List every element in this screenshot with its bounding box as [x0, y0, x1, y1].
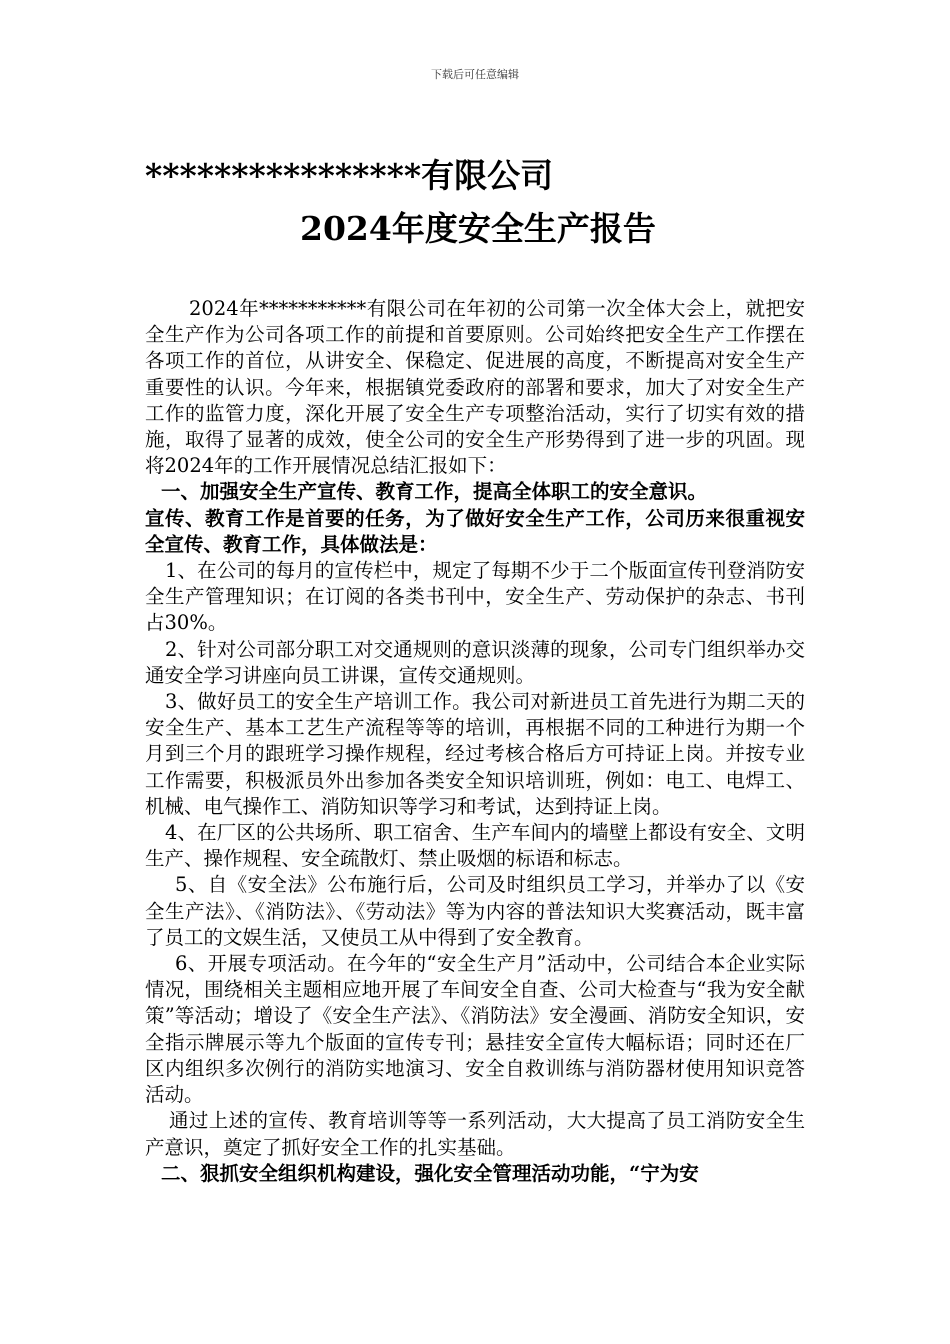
document-title-report: 2024年度安全生产报告	[300, 209, 656, 248]
paragraph-summary: 通过上述的宣传、教育培训等等一系列活动，大大提高了员工消防安全生产意识，奠定了抓好安全工作的扎实基础。	[145, 1109, 805, 1159]
paragraph-intro: 2024年***********有限公司在年初的公司第一次全体大会上，就把安全生产作为公司各项工作的前提和首要原则。公司始终把安全生产工作摆在各项工作的首位，从讲安全、保稳定、促进展的高度，不断提高对安全生产重要性的认识。今年来，根据镇党委政府的部署和要求，加大了对安全生产工作的监管力度，深化开展了安全生产专项整治活动，实行了切实有效的措施，取得了显著的成效，使全公司的安全生产形势得到了进一步的巩固。现将2024年的工作开展情况总结汇报如下：	[145, 297, 805, 478]
section-heading-2: 二、狠抓安全组织机构建设，强化安全管理活动功能，“宁为安	[161, 1161, 699, 1185]
page-header-note: 下载后可任意编辑	[431, 68, 519, 81]
list-item-6: 6、开展专项活动。在今年的“安全生产月”活动中，公司结合本企业实际情况，围绕相关主题相应地开展了车间安全自查、公司大检查与“我为安全献策”等活动；增设了《安全生产法》、《消防法》安全漫画、消防安全知识，安全指示牌展示等九个版面的宣传专刊；悬挂安全宣传大幅标语；同时还在厂区内组织多次例行的消防实地演习、安全自救训练与消防器材使用知识竞答活动。	[145, 952, 805, 1107]
list-item-3: 3、做好员工的安全生产培训工作。我公司对新进员工首先进行为期二天的安全生产、基本工艺生产流程等等的培训，再根据不同的工种进行为期一个月到三个月的跟班学习操作规程，经过考核合格后方可持证上岗。并按专业工作需要，积极派员外出参加各类安全知识培训班，例如：电工、电焊工、机械、电气操作工、消防知识等学习和考试，达到持证上岗。	[145, 690, 805, 818]
section-1-lead: 宣传、教育工作是首要的任务，为了做好安全生产工作，公司历来很重视安全宣传、教育工作，具体做法是：	[145, 506, 805, 556]
document-title-company: ****************有限公司	[145, 156, 554, 195]
document-body	[145, 296, 805, 1187]
list-item-5: 5、自《安全法》公布施行后，公司及时组织员工学习，并举办了以《安全生产法》、《消防法》、《劳动法》等为内容的普法知识大奖赛活动，既丰富了员工的文娱生活，又使员工从中得到了安全教育。	[145, 873, 805, 949]
list-item-1: 1、在公司的每月的宣传栏中，规定了每期不少于二个版面宣传刊登消防安全生产管理知识；在订阅的各类书刊中，安全生产、劳动保护的杂志、书刊占30%。	[145, 559, 805, 635]
section-heading-1: 一、加强安全生产宣传、教育工作，提高全体职工的安全意识。	[161, 480, 708, 504]
list-item-4: 4、在厂区的公共场所、职工宿舍、生产车间内的墙壁上都设有安全、文明生产、操作规程、安全疏散灯、禁止吸烟的标语和标志。	[145, 821, 805, 871]
list-item-2: 2、针对公司部分职工对交通规则的意识淡薄的现象，公司专门组织举办交通安全学习讲座向员工讲课，宣传交通规则。	[145, 637, 805, 687]
